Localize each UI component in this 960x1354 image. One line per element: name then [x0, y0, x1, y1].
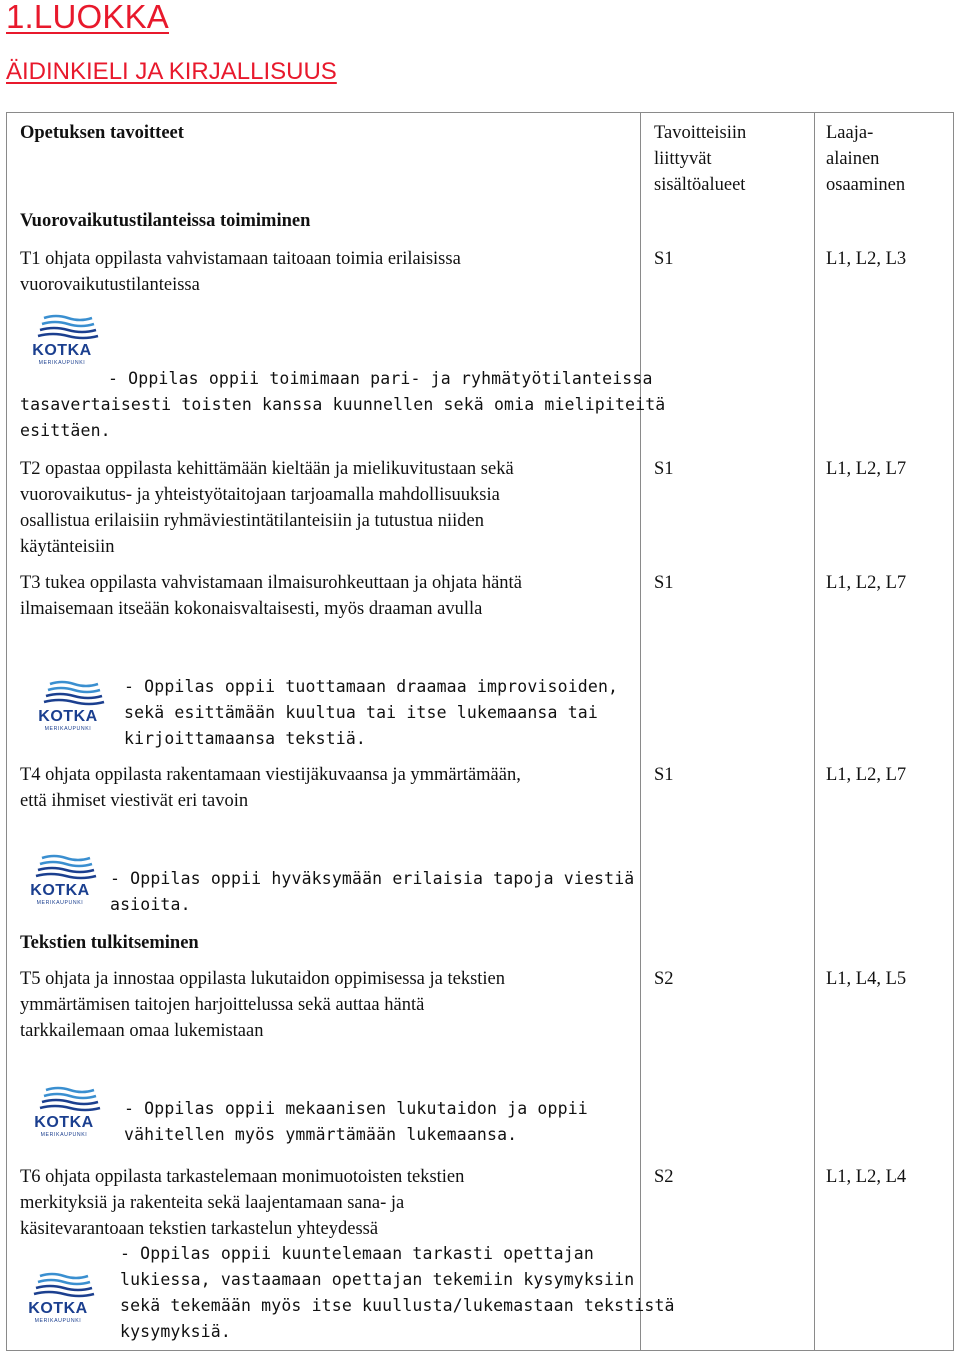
goal-t4-laaja: L1, L2, L7: [826, 765, 907, 785]
goal-t3-example-line2: sekä esittämään kuultua tai itse lukemaansa tai: [124, 703, 598, 722]
column-header-goals: Opetuksen tavoitteet: [20, 123, 184, 143]
column-divider-2: [814, 112, 815, 1351]
goal-t6-line1: T6 ohjata oppilasta tarkastelemaan monimuotoisten tekstien: [20, 1167, 465, 1187]
kotka-logo-icon: [24, 1086, 104, 1140]
table-top-rule: [6, 112, 954, 113]
goal-t5-line1: T5 ohjata ja innostaa oppilasta lukutaidon oppimisessa ja tekstien: [20, 969, 506, 989]
column-header-content-line2: liittyvät: [654, 149, 712, 169]
goal-t6-example-line3: sekä tekemään myös itse kuullusta/lukemastaan tekstistä: [120, 1296, 675, 1315]
kotka-logo-icon: [18, 1272, 98, 1326]
goal-t6-line3: käsitevarantoaan tekstien tarkastelun yhteydessä: [20, 1219, 379, 1239]
goal-t1-example-line3: esittäen.: [20, 421, 111, 440]
table-right-rule: [953, 112, 954, 1351]
table-left-rule: [6, 112, 7, 1351]
goal-t2-line3: osallistua erilaisiin ryhmäviestintätilanteisiin ja tutustua niiden: [20, 511, 484, 531]
goal-t3-example-line1: - Oppilas oppii tuottamaan draamaa improvisoiden,: [124, 677, 619, 696]
goal-t5-example-line2: vähitellen myös ymmärtämään lukemaansa.: [124, 1125, 518, 1144]
goal-t5-laaja: L1, L4, L5: [826, 969, 907, 989]
goal-t1-example-line1: - Oppilas oppii toimimaan pari- ja ryhmätyötilanteissa: [108, 369, 653, 388]
section-title: Vuorovaikutustilanteissa toimiminen: [20, 211, 311, 231]
column-header-content-line3: sisältöalueet: [654, 175, 746, 195]
goal-t1-line1: T1 ohjata oppilasta vahvistamaan taitoaan toimia erilaisissa: [20, 249, 461, 269]
kotka-logo-icon: [28, 680, 108, 734]
goal-t4-example-line2: asioita.: [110, 895, 191, 914]
goal-t2-content: S1: [654, 459, 674, 479]
column-header-laaja-line3: osaaminen: [826, 175, 906, 195]
goal-t4-example-line1: - Oppilas oppii hyväksymään erilaisia tapoja viestiä: [110, 869, 635, 888]
goal-t3-content: S1: [654, 573, 674, 593]
goal-t4-line2: että ihmiset viestivät eri tavoin: [20, 791, 249, 811]
table-bottom-rule: [6, 1350, 954, 1351]
goal-t1-line2: vuorovaikutustilanteissa: [20, 275, 200, 295]
goal-t1-example-line2: tasavertaisesti toisten kanssa kuunnellen sekä omia mielipiteitä: [20, 395, 666, 414]
goal-t5-line3: tarkkailemaan omaa lukemistaan: [20, 1021, 264, 1041]
goal-t1-laaja: L1, L2, L3: [826, 249, 907, 269]
column-header-content-line1: Tavoitteisiin: [654, 123, 747, 143]
goal-t5-example-line1: - Oppilas oppii mekaanisen lukutaidon ja oppii: [124, 1099, 588, 1118]
kotka-logo-icon: [22, 314, 102, 368]
goal-t3-line2: ilmaisemaan itseään kokonaisvaltaisesti, myös draaman avulla: [20, 599, 483, 619]
section-title: Tekstien tulkitseminen: [20, 933, 199, 953]
goal-t2-line1: T2 opastaa oppilasta kehittämään kieltään ja mielikuvitustaan sekä: [20, 459, 514, 479]
column-divider-1: [640, 112, 641, 1351]
goal-t3-laaja: L1, L2, L7: [826, 573, 907, 593]
goal-t6-line2: merkityksiä ja rakenteita sekä laajentamaan sana- ja: [20, 1193, 405, 1213]
goal-t5-line2: ymmärtämisen taitojen harjoittelussa sekä auttaa häntä: [20, 995, 425, 1015]
goal-t6-example-line4: kysymyksiä.: [120, 1322, 231, 1341]
subject-heading: ÄIDINKIELI JA KIRJALLISUUS: [6, 58, 337, 85]
goal-t6-content: S2: [654, 1167, 674, 1187]
kotka-logo-icon: [20, 854, 100, 908]
goal-t4-line1: T4 ohjata oppilasta rakentamaan viestijäkuvaansa ja ymmärtämään,: [20, 765, 521, 785]
goal-t3-line1: T3 tukea oppilasta vahvistamaan ilmaisurohkeuttaan ja ohjata häntä: [20, 573, 522, 593]
goal-t6-example-line1: - Oppilas oppii kuuntelemaan tarkasti opettajan: [120, 1244, 594, 1263]
goal-t3-example-line3: kirjoittamaansa tekstiä.: [124, 729, 367, 748]
goal-t2-laaja: L1, L2, L7: [826, 459, 907, 479]
column-header-laaja-line1: Laaja-: [826, 123, 874, 143]
column-header-laaja-line2: alainen: [826, 149, 880, 169]
grade-heading: 1.LUOKKA: [6, 0, 170, 35]
goal-t6-laaja: L1, L2, L4: [826, 1167, 907, 1187]
goal-t5-content: S2: [654, 969, 674, 989]
goal-t2-line4: käytänteisiin: [20, 537, 115, 557]
goal-t1-content: S1: [654, 249, 674, 269]
goal-t2-line2: vuorovaikutus- ja yhteistyötaitojaan tarjoamalla mahdollisuuksia: [20, 485, 500, 505]
goal-t4-content: S1: [654, 765, 674, 785]
goal-t6-example-line2: lukiessa, vastaamaan opettajan tekemiin kysymyksiin: [120, 1270, 635, 1289]
